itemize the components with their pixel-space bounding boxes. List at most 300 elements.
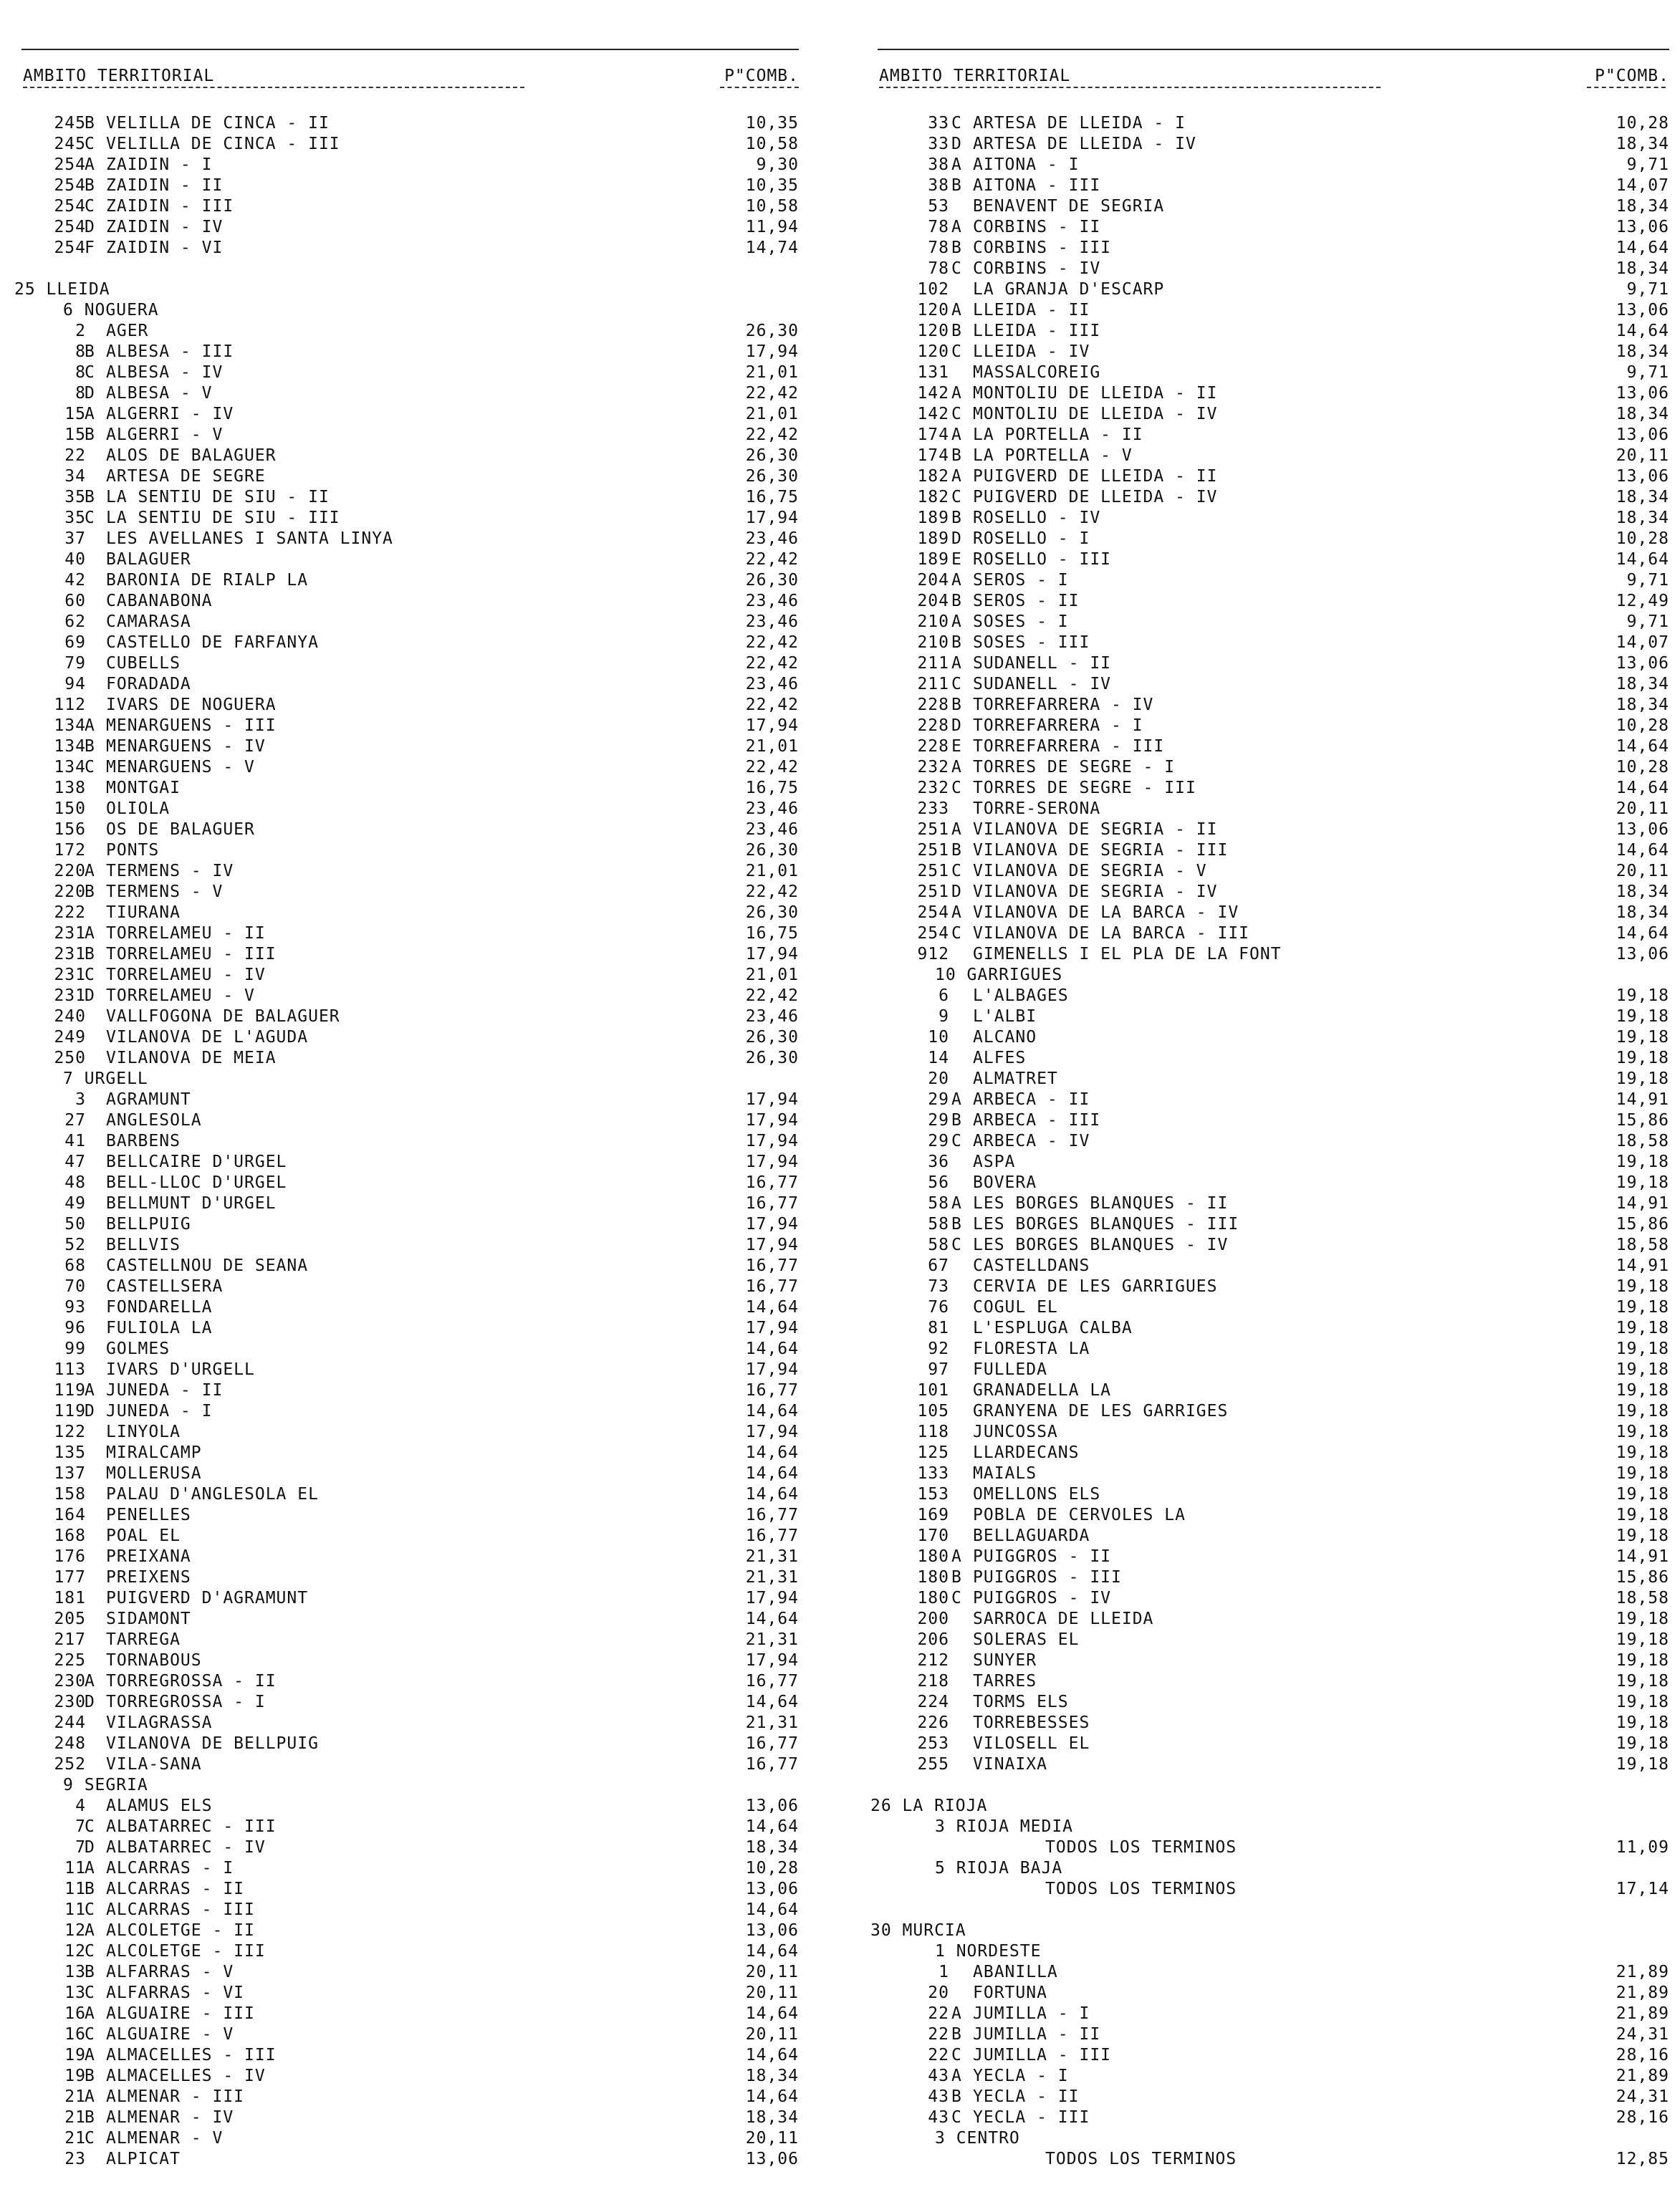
table-row [870, 1235, 1669, 1256]
pcomb-value: 10,28 [1616, 758, 1669, 777]
table-header [870, 66, 1669, 87]
table-row [870, 882, 1669, 903]
municipality-code: 251 [917, 841, 949, 860]
municipality-code: 189 [917, 550, 949, 569]
pcomb-value: 18,34 [1616, 903, 1669, 922]
municipality-name: LA SENTIU DE SIU - III [106, 509, 340, 527]
municipality-name: ZAIDIN - III [106, 197, 234, 216]
table-row [14, 1110, 799, 1131]
table-row [870, 1401, 1669, 1422]
table-row [14, 861, 799, 882]
table-header [14, 66, 799, 87]
municipality-suffix: A [85, 2004, 95, 2023]
municipality-name: TIURANA [106, 903, 181, 922]
pcomb-value: 16,77 [745, 1672, 799, 1691]
municipality-code: 251 [917, 883, 949, 901]
table-row [14, 757, 799, 778]
table-row [14, 529, 799, 549]
pcomb-value: 19,18 [1616, 1755, 1669, 1774]
header-ambito: AMBITO TERRITORIAL [879, 67, 1071, 85]
pcomb-value: 17,94 [745, 1153, 799, 1171]
municipality-suffix: C [951, 259, 962, 278]
municipality-name: SUNYER [973, 1651, 1037, 1670]
municipality-name: POBLA DE CERVOLES LA [973, 1506, 1186, 1524]
table-row [870, 2066, 1669, 2087]
municipality-suffix: A [85, 1381, 95, 1400]
pcomb-value: 14,64 [1616, 924, 1669, 943]
municipality-code: 230 [54, 1672, 86, 1691]
municipality-name: PUIGVERD DE LLEIDA - IV [973, 488, 1218, 506]
table-row [870, 736, 1669, 757]
municipality-suffix: E [951, 737, 962, 756]
pcomb-value: 21,31 [745, 1713, 799, 1732]
pcomb-value: 14,91 [1616, 1090, 1669, 1109]
municipality-suffix: C [85, 1900, 95, 1919]
municipality-code: 81 [928, 1319, 949, 1337]
municipality-code: 218 [917, 1672, 949, 1691]
municipality-code: 912 [917, 945, 949, 963]
pcomb-value: 16,77 [745, 1381, 799, 1400]
pcomb-value: 19,18 [1616, 1464, 1669, 1483]
table-row [14, 840, 799, 861]
municipality-code: 6 [939, 986, 949, 1005]
comarca-label: 6 NOGUERA [63, 301, 159, 319]
municipality-suffix: B [951, 239, 962, 257]
municipality-code: 35 [64, 488, 86, 506]
pcomb-value: 17,94 [745, 1423, 799, 1441]
municipality-name: CORBINS - II [973, 218, 1101, 236]
municipality-code: 245 [54, 114, 86, 133]
municipality-code: 181 [54, 1589, 86, 1607]
table-row [870, 612, 1669, 633]
blank-row [14, 259, 799, 279]
municipality-name: ALBESA - V [106, 384, 213, 403]
municipality-name: VILANOVA DE MEIA [106, 1049, 277, 1067]
municipality-code: 76 [928, 1298, 949, 1317]
municipality-name: ASPA [973, 1153, 1016, 1171]
header-underline-ambito [23, 87, 524, 88]
municipality-code: 245 [54, 135, 86, 153]
municipality-name: FLORESTA LA [973, 1340, 1090, 1358]
municipality-name: OLIOLA [106, 799, 171, 818]
pcomb-value: 17,94 [745, 1236, 799, 1254]
pcomb-value: 19,18 [1616, 1298, 1669, 1317]
municipality-code: 105 [917, 1402, 949, 1421]
municipality-name: L'ALBI [973, 1007, 1037, 1026]
pcomb-value: 13,06 [745, 1880, 799, 1898]
municipality-name: POAL EL [106, 1527, 181, 1545]
municipality-name: MONTOLIU DE LLEIDA - IV [973, 405, 1218, 423]
table-row [870, 1879, 1669, 1900]
municipality-name: JUNCOSSA [973, 1423, 1058, 1441]
table-row [870, 674, 1669, 695]
municipality-code: 240 [54, 1007, 86, 1026]
municipality-name: BELLCAIRE D'URGEL [106, 1153, 287, 1171]
municipality-suffix: A [85, 1859, 95, 1878]
municipality-code: 35 [64, 509, 86, 527]
table-row [870, 321, 1669, 342]
table-row [870, 1339, 1669, 1360]
pcomb-value: 13,06 [1616, 467, 1669, 486]
municipality-name: PONTS [106, 841, 160, 860]
pcomb-value: 14,64 [745, 1443, 799, 1462]
municipality-code: 131 [917, 363, 949, 382]
table-row [14, 549, 799, 570]
municipality-code: 180 [917, 1547, 949, 1566]
table-row [14, 466, 799, 487]
pcomb-value: 21,01 [745, 363, 799, 382]
municipality-name: MENARGUENS - V [106, 758, 255, 777]
municipality-code: 9 [939, 1007, 949, 1026]
table-row [870, 196, 1669, 217]
municipality-code: 174 [917, 426, 949, 444]
pcomb-value: 28,16 [1616, 2046, 1669, 2064]
municipality-name: ARTESA DE SEGRE [106, 467, 266, 486]
municipality-code: 29 [928, 1132, 949, 1150]
pcomb-value: 14,07 [1616, 176, 1669, 195]
municipality-code: 120 [917, 342, 949, 361]
municipality-code: 58 [928, 1236, 949, 1254]
municipality-suffix: F [85, 239, 95, 257]
municipality-code: 210 [917, 612, 949, 631]
table-row [870, 2004, 1669, 2024]
top-rule [878, 49, 1669, 50]
municipality-name: TORREFARRERA - IV [973, 696, 1154, 714]
municipality-name: LA GRANJA D'ESCARP [973, 280, 1165, 299]
table-row [14, 1152, 799, 1173]
municipality-code: 205 [54, 1610, 86, 1628]
municipality-name: LLEIDA - III [973, 322, 1101, 340]
municipality-suffix: C [85, 197, 95, 216]
municipality-code: 122 [54, 1423, 86, 1441]
municipality-suffix: C [951, 114, 962, 133]
municipality-name: PUIGGROS - II [973, 1547, 1112, 1566]
table-row [14, 1401, 799, 1422]
municipality-suffix: A [85, 405, 95, 423]
municipality-name: YECLA - I [973, 2067, 1069, 2085]
municipality-name: JUNEDA - II [106, 1381, 224, 1400]
municipality-suffix: B [85, 342, 95, 361]
municipality-code: 33 [928, 114, 949, 133]
municipality-code: 7 [75, 1838, 86, 1857]
table-row [14, 2066, 799, 2087]
table-row [14, 1983, 799, 2004]
municipality-name: MASSALCOREIG [973, 363, 1101, 382]
pcomb-value: 13,06 [745, 1921, 799, 1940]
pcomb-value: 17,14 [1616, 1880, 1669, 1898]
pcomb-value: 19,18 [1616, 1340, 1669, 1358]
municipality-code: 10 [928, 1028, 949, 1047]
municipality-suffix: D [85, 1402, 95, 1421]
pcomb-value: 26,30 [745, 841, 799, 860]
table-row [870, 1380, 1669, 1401]
municipality-suffix: C [951, 675, 962, 693]
municipality-name: LES BORGES BLANQUES - IV [973, 1236, 1229, 1254]
municipality-name: LINYOLA [106, 1423, 181, 1441]
municipality-name: CABANABONA [106, 592, 213, 610]
municipality-name: ARBECA - II [973, 1090, 1090, 1109]
pcomb-value: 26,30 [745, 322, 799, 340]
table-row [14, 1547, 799, 1567]
municipality-code: 212 [917, 1651, 949, 1670]
municipality-name: LES BORGES BLANQUES - III [973, 1215, 1239, 1234]
municipality-code: 79 [64, 654, 86, 673]
pcomb-value: 18,34 [1616, 259, 1669, 278]
municipality-name: ROSELLO - I [973, 529, 1090, 548]
pcomb-value: 19,18 [1616, 1527, 1669, 1545]
table-row [870, 716, 1669, 736]
municipality-name: PUIGGROS - IV [973, 1589, 1112, 1607]
province-heading [870, 1796, 1669, 1817]
municipality-name: LLEIDA - IV [973, 342, 1090, 361]
municipality-code: 43 [928, 2108, 949, 2127]
pcomb-value: 19,18 [1616, 1734, 1669, 1753]
municipality-name: BELLAGUARDA [973, 1527, 1090, 1545]
table-row [14, 1921, 799, 1941]
municipality-code: 41 [64, 1132, 86, 1150]
municipality-name: ALCOLETGE - II [106, 1921, 255, 1940]
table-row [870, 300, 1669, 321]
municipality-name: JUMILLA - I [973, 2004, 1090, 2023]
municipality-name: ALCARRAS - III [106, 1900, 255, 1919]
table-row [870, 1837, 1669, 1858]
municipality-code: 29 [928, 1090, 949, 1109]
table-row [14, 1360, 799, 1380]
table-row [14, 196, 799, 217]
pcomb-value: 16,77 [745, 1173, 799, 1192]
municipality-code: 96 [64, 1319, 86, 1337]
municipality-code: 120 [917, 322, 949, 340]
municipality-suffix: A [951, 218, 962, 236]
municipality-name: PUIGVERD D'AGRAMUNT [106, 1589, 309, 1607]
municipality-suffix: A [951, 758, 962, 777]
municipality-code: 134 [54, 716, 86, 735]
municipality-code: 112 [54, 696, 86, 714]
municipality-code: 231 [54, 924, 86, 943]
municipality-suffix: A [951, 612, 962, 631]
pcomb-value: 18,34 [1616, 696, 1669, 714]
municipality-name: ALMENAR - IV [106, 2108, 234, 2127]
municipality-code: 22 [928, 2046, 949, 2064]
municipality-code: 204 [917, 571, 949, 590]
municipality-name: VILOSELL EL [973, 1734, 1090, 1753]
municipality-suffix: A [85, 1672, 95, 1691]
municipality-suffix: A [951, 2004, 962, 2023]
pcomb-value: 21,89 [1616, 2004, 1669, 2023]
pcomb-value: 22,42 [745, 384, 799, 403]
municipality-name: MOLLERUSA [106, 1464, 202, 1483]
municipality-name: ZAIDIN - II [106, 176, 224, 195]
pcomb-value: 13,06 [1616, 218, 1669, 236]
table-row [870, 1588, 1669, 1609]
municipality-code: 231 [54, 986, 86, 1005]
pcomb-value: 14,64 [745, 2004, 799, 2023]
municipality-code: 50 [64, 1215, 86, 1234]
municipality-name: PALAU D'ANGLESOLA EL [106, 1485, 319, 1504]
table-row [14, 487, 799, 508]
table-row [870, 923, 1669, 944]
table-row [870, 1318, 1669, 1339]
municipality-suffix: B [85, 737, 95, 756]
municipality-name: BARONIA DE RIALP LA [106, 571, 309, 590]
pcomb-value: 9,71 [1626, 155, 1669, 174]
table-row [870, 695, 1669, 716]
province-heading [14, 279, 799, 300]
municipality-name: YECLA - III [973, 2108, 1090, 2127]
pcomb-value: 21,89 [1616, 2067, 1669, 2085]
table-row [870, 799, 1669, 819]
pcomb-value: 12,49 [1616, 592, 1669, 610]
table-row [14, 1630, 799, 1650]
pcomb-value: 18,58 [1616, 1132, 1669, 1150]
table-row [14, 155, 799, 176]
table-row [14, 1754, 799, 1775]
municipality-name: ALCOLETGE - III [106, 1942, 266, 1961]
municipality-name: LA PORTELLA - II [973, 426, 1143, 444]
pcomb-value: 23,46 [745, 612, 799, 631]
pcomb-value: 15,86 [1616, 1568, 1669, 1587]
table-row [870, 155, 1669, 176]
municipality-name: ALFARRAS - VI [106, 1984, 245, 2002]
municipality-suffix: A [85, 716, 95, 735]
municipality-name: BELLPUIG [106, 1215, 191, 1234]
table-row [870, 1671, 1669, 1692]
municipality-code: 43 [928, 2087, 949, 2106]
municipality-suffix: A [951, 155, 962, 174]
pcomb-value: 22,42 [745, 883, 799, 901]
municipality-name: JUMILLA - II [973, 2025, 1101, 2044]
municipality-name: SUDANELL - IV [973, 675, 1112, 693]
municipality-name: PREIXANA [106, 1547, 191, 1566]
pcomb-value: 17,94 [745, 1589, 799, 1607]
municipality-name: LLEIDA - II [973, 301, 1090, 319]
table-row [870, 1193, 1669, 1214]
municipality-code: 225 [54, 1651, 86, 1670]
table-row [14, 778, 799, 799]
table-row [870, 944, 1669, 965]
pcomb-value: 14,64 [745, 2087, 799, 2106]
pcomb-value: 21,01 [745, 405, 799, 423]
municipality-name: TARRES [973, 1672, 1037, 1691]
table-row [870, 1983, 1669, 2004]
table-row [14, 986, 799, 1006]
pcomb-value: 13,06 [1616, 426, 1669, 444]
table-row [870, 1131, 1669, 1152]
pcomb-value: 17,94 [745, 1215, 799, 1234]
municipality-name: VILANOVA DE SEGRIA - IV [973, 883, 1218, 901]
pcomb-value: 16,75 [745, 924, 799, 943]
municipality-code: 250 [54, 1049, 86, 1067]
municipality-name: MONTOLIU DE LLEIDA - II [973, 384, 1218, 403]
blank-row [870, 1900, 1669, 1921]
pcomb-value: 19,18 [1616, 1381, 1669, 1400]
pcomb-value: 19,18 [1616, 1069, 1669, 1088]
table-row [14, 2128, 799, 2149]
table-row [870, 259, 1669, 279]
municipality-code: 20 [928, 1984, 949, 2002]
municipality-code: 249 [54, 1028, 86, 1047]
municipality-code: 38 [928, 155, 949, 174]
municipality-code: 12 [64, 1921, 86, 1940]
table-row [14, 1297, 799, 1318]
municipality-code: 232 [917, 779, 949, 797]
municipality-name: FORADADA [106, 675, 191, 693]
municipality-suffix: B [85, 1963, 95, 1981]
municipality-suffix: C [951, 862, 962, 880]
pcomb-value: 19,18 [1616, 1610, 1669, 1628]
table-row [870, 1734, 1669, 1754]
municipality-name: VILANOVA DE L'AGUDA [106, 1028, 309, 1047]
table-row [14, 1277, 799, 1297]
municipality-code: 251 [917, 820, 949, 839]
municipality-code: 232 [917, 758, 949, 777]
municipality-name: TARREGA [106, 1630, 181, 1649]
pcomb-value: 14,64 [1616, 322, 1669, 340]
table-row [870, 1214, 1669, 1235]
municipality-suffix: D [85, 1693, 95, 1711]
municipality-code: 62 [64, 612, 86, 631]
municipality-name: MENARGUENS - III [106, 716, 277, 735]
table-row [14, 508, 799, 529]
municipality-name: YECLA - II [973, 2087, 1080, 2106]
table-row [14, 238, 799, 259]
pcomb-value: 17,94 [745, 1090, 799, 1109]
table-row [14, 342, 799, 362]
municipality-code: 217 [54, 1630, 86, 1649]
comarca-label: 9 SEGRIA [63, 1776, 148, 1794]
table-row [14, 1443, 799, 1463]
municipality-code: 189 [917, 509, 949, 527]
municipality-suffix: A [951, 2067, 962, 2085]
municipality-code: 254 [54, 155, 86, 174]
municipality-code: 134 [54, 737, 86, 756]
municipality-code: 248 [54, 1734, 86, 1753]
table-row [14, 819, 799, 840]
municipality-name: ALGUAIRE - III [106, 2004, 255, 2023]
pcomb-value: 20,11 [1616, 799, 1669, 818]
municipality-suffix: C [951, 488, 962, 506]
municipality-suffix: A [85, 155, 95, 174]
pcomb-value: 18,34 [1616, 488, 1669, 506]
municipality-name: CUBELLS [106, 654, 181, 673]
municipality-code: 118 [917, 1423, 949, 1441]
municipality-suffix: C [85, 1984, 95, 2002]
table-row [870, 176, 1669, 196]
comarca-label: 3 CENTRO [935, 2129, 1020, 2148]
pcomb-value: 13,06 [1616, 301, 1669, 319]
municipality-suffix: C [951, 405, 962, 423]
table-row [870, 633, 1669, 653]
municipality-code: 19 [64, 2067, 86, 2085]
table-row [870, 1006, 1669, 1027]
table-row [870, 757, 1669, 778]
municipality-suffix: D [85, 384, 95, 403]
pcomb-value: 26,30 [745, 571, 799, 590]
municipality-code: 254 [54, 239, 86, 257]
municipality-name: CASTELLSERA [106, 1277, 224, 1296]
municipality-code: 68 [64, 1256, 86, 1275]
municipality-suffix: C [85, 509, 95, 527]
pcomb-value: 21,31 [745, 1568, 799, 1587]
municipality-code: 20 [928, 1069, 949, 1088]
pcomb-value: 24,31 [1616, 2025, 1669, 2044]
table-row [870, 487, 1669, 508]
pcomb-value: 19,18 [1616, 1630, 1669, 1649]
municipality-code: 228 [917, 696, 949, 714]
municipality-code: 220 [54, 862, 86, 880]
municipality-name: CASTELLO DE FARFANYA [106, 633, 319, 652]
municipality-code: 125 [917, 1443, 949, 1462]
